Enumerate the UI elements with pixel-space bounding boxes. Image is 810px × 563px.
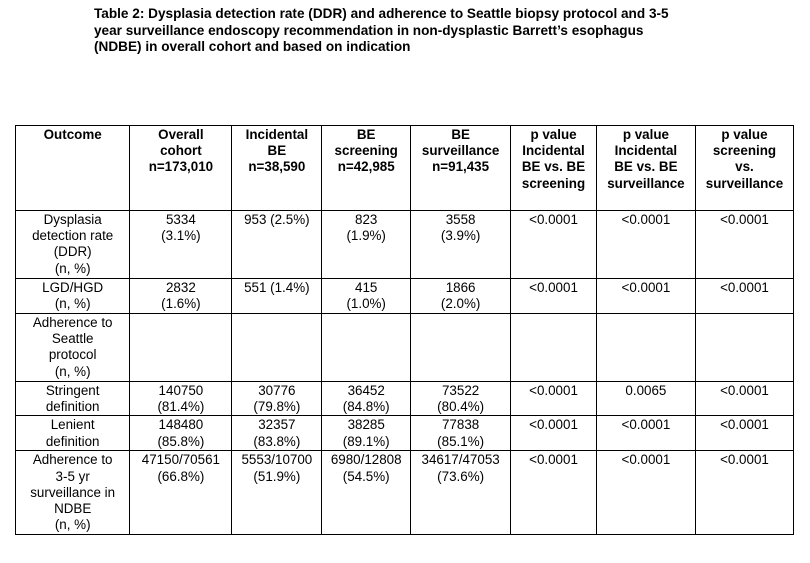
table-cell	[695, 211, 793, 279]
column-header	[411, 126, 511, 211]
row-label	[16, 279, 130, 314]
table-cell	[596, 416, 695, 451]
cell-line: Incidental	[245, 127, 309, 142]
table-cell	[322, 279, 411, 314]
header-row	[16, 126, 794, 211]
cell-line: p value	[530, 127, 577, 142]
cell-line: LGD/HGD	[42, 280, 104, 295]
cell-line: (1.0%)	[346, 296, 386, 312]
column-header	[511, 126, 597, 211]
cell-line: <0.0001	[529, 280, 578, 295]
column-header	[130, 126, 232, 211]
cell-line: BE	[451, 127, 470, 142]
caption-line: (NDBE) in overall cohort and based on indication	[94, 39, 411, 54]
row-label	[16, 211, 130, 279]
cell-line: BE	[267, 143, 287, 159]
cell-line: <0.0001	[529, 417, 578, 433]
table-cell	[322, 382, 411, 416]
cell-line: <0.0001	[720, 280, 769, 295]
column-header	[322, 126, 411, 211]
cell-line: p value	[622, 127, 669, 142]
cell-line: (n, %)	[54, 517, 91, 533]
table-cell	[511, 416, 597, 451]
table-cell	[511, 279, 597, 314]
table-cell	[232, 382, 322, 416]
cell-line: <0.0001	[621, 280, 671, 295]
cell-line: 953 (2.5%)	[244, 212, 310, 227]
cell-line: Adherence to	[32, 315, 113, 330]
cell-line: Outcome	[43, 127, 102, 142]
table-cell	[596, 451, 695, 535]
cell-line: 148480	[158, 417, 204, 433]
table-cell	[232, 279, 322, 314]
column-header	[232, 126, 322, 211]
cell-line: screening	[712, 143, 777, 159]
cell-line: n=91,435	[432, 159, 490, 175]
cell-line: (2.0%)	[440, 296, 481, 312]
cell-line: (3.1%)	[161, 228, 201, 244]
cell-line: 36452	[347, 383, 385, 398]
cell-line: protocol	[48, 347, 97, 363]
table-row	[16, 382, 794, 416]
cell-line: 2832	[165, 280, 196, 295]
cell-line: 3558	[445, 212, 476, 227]
cell-line: 34617/47053	[421, 452, 500, 468]
cell-line: Stringent	[45, 383, 100, 398]
cell-line: 0.0065	[625, 383, 667, 398]
table-cell	[130, 314, 232, 382]
cell-line: BE vs. BE	[614, 159, 678, 175]
table-cell	[411, 416, 511, 451]
table-cell	[232, 451, 322, 535]
cell-line: screening	[521, 175, 586, 191]
table-row	[16, 451, 794, 535]
cell-line: NDBE	[54, 501, 92, 517]
cell-line: (89.1%)	[342, 433, 390, 449]
table-cell	[596, 211, 695, 279]
cell-line: Overall	[158, 127, 204, 142]
table-cell	[695, 279, 793, 314]
table-cell	[511, 211, 597, 279]
cell-line: (85.1%)	[437, 433, 485, 449]
cell-line: 30776	[258, 383, 296, 398]
cell-line: (73.6%)	[437, 468, 485, 484]
cell-line: 73522	[441, 383, 480, 398]
cell-line: <0.0001	[529, 383, 578, 398]
table-cell	[596, 382, 695, 416]
cell-line: Lenient	[50, 417, 95, 433]
cell-line: (81.4%)	[157, 399, 205, 415]
cell-line: <0.0001	[720, 212, 769, 227]
table-cell	[411, 314, 511, 382]
cell-line: definition	[45, 399, 100, 415]
cell-line: (85.8%)	[157, 433, 205, 449]
table-cell	[511, 451, 597, 535]
cell-line: (84.8%)	[342, 399, 390, 415]
cell-line: surveillance	[705, 175, 784, 191]
column-header	[596, 126, 695, 211]
column-header	[16, 126, 130, 211]
table-cell	[411, 451, 511, 535]
table-row	[16, 314, 794, 382]
cell-line: detection rate	[32, 228, 114, 244]
cell-line: 5553/10700	[241, 452, 313, 468]
table-cell	[322, 314, 411, 382]
table-cell	[411, 279, 511, 314]
table-cell	[130, 382, 232, 416]
table-row	[16, 416, 794, 451]
cell-line: (1.9%)	[346, 228, 386, 244]
cell-line: <0.0001	[621, 452, 671, 468]
cell-line: <0.0001	[621, 417, 671, 433]
table-caption	[94, 6, 734, 56]
table-cell	[130, 279, 232, 314]
table-cell	[511, 314, 597, 382]
column-header	[695, 126, 793, 211]
table-cell	[130, 451, 232, 535]
cell-line: (n, %)	[54, 363, 91, 379]
table-cell	[695, 314, 793, 382]
table-cell	[232, 211, 322, 279]
table-row	[16, 279, 794, 314]
cell-line: BE vs. BE	[521, 159, 586, 175]
table-row	[16, 211, 794, 279]
cell-line: 38285	[347, 417, 385, 433]
cell-line: <0.0001	[720, 383, 769, 398]
cell-line: 3-5 yr	[55, 468, 90, 484]
cell-line: 5334	[165, 212, 196, 227]
cell-line: (51.9%)	[253, 468, 301, 484]
cell-line: Dysplasia	[43, 212, 102, 227]
table-cell	[322, 451, 411, 535]
cell-line: (80.4%)	[437, 399, 485, 415]
cell-line: n=173,010	[148, 159, 214, 175]
cell-line: n=38,590	[248, 159, 306, 175]
caption-line: year surveillance endoscopy recommendation in non-dysplastic Barrett’s esophagus	[94, 22, 644, 38]
cell-line: screening	[334, 143, 398, 159]
row-label	[16, 314, 130, 382]
table-cell	[596, 314, 695, 382]
cell-line: vs.	[735, 159, 754, 175]
row-label	[16, 451, 130, 535]
table-cell	[130, 211, 232, 279]
cell-line: (1.6%)	[161, 296, 201, 312]
cell-line: (83.8%)	[253, 433, 301, 449]
table-cell	[322, 416, 411, 451]
table-cell	[232, 314, 322, 382]
cell-line: <0.0001	[720, 417, 769, 433]
row-label	[16, 382, 130, 416]
cell-line: BE	[356, 127, 376, 142]
cell-line: p value	[721, 127, 768, 142]
table-cell	[511, 382, 597, 416]
cell-line: (3.9%)	[440, 228, 481, 244]
cell-line: definition	[45, 433, 100, 449]
cell-line: 551 (1.4%)	[244, 280, 310, 295]
table-cell	[695, 451, 793, 535]
cell-line: <0.0001	[621, 212, 671, 227]
table-cell	[232, 416, 322, 451]
cell-line: Seattle	[51, 331, 94, 347]
cell-line: (n, %)	[54, 260, 91, 276]
cell-line: 6980/12808	[330, 452, 402, 468]
cell-line: (66.8%)	[157, 468, 205, 484]
table-cell	[411, 382, 511, 416]
caption-line: Table 2: Dysplasia detection rate (DDR) and adherence to Seattle biopsy protocol and 3-5	[94, 6, 669, 21]
cell-line: 140750	[158, 383, 204, 398]
cell-line: 77838	[441, 417, 480, 433]
row-label	[16, 416, 130, 451]
cell-line: Adherence to	[32, 452, 113, 468]
cell-line: <0.0001	[720, 452, 769, 468]
cell-line: 1866	[445, 280, 476, 295]
table-cell	[322, 211, 411, 279]
cell-line: 415	[355, 280, 378, 295]
table-cell	[596, 279, 695, 314]
cell-line: n=42,985	[337, 159, 395, 175]
cell-line: 823	[355, 212, 378, 227]
table-cell	[695, 382, 793, 416]
cell-line: 32357	[258, 417, 296, 433]
cell-line: cohort	[160, 143, 202, 159]
table-cell	[695, 416, 793, 451]
table-cell	[411, 211, 511, 279]
table-cell	[130, 416, 232, 451]
cell-line: (54.5%)	[342, 468, 390, 484]
cell-line: surveillance	[607, 175, 685, 191]
cell-line: surveillance in	[30, 484, 116, 500]
cell-line: (DDR)	[53, 244, 92, 260]
cell-line: Incidental	[614, 143, 678, 159]
cell-line: surveillance	[421, 143, 500, 159]
cell-line: (79.8%)	[253, 399, 301, 415]
cell-line: <0.0001	[529, 452, 578, 468]
results-table	[15, 125, 794, 535]
cell-line: <0.0001	[529, 212, 578, 227]
cell-line: (n, %)	[54, 296, 91, 312]
cell-line: 47150/70561	[141, 452, 220, 468]
cell-line: Incidental	[522, 143, 585, 159]
